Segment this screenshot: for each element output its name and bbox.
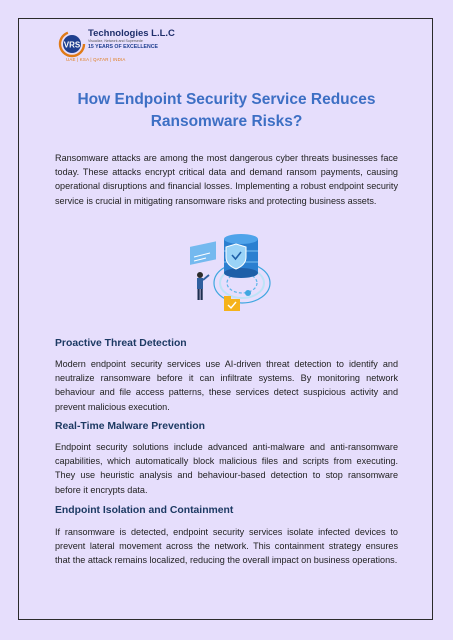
logo-tagline: Visualize, Network and Supersede: [88, 39, 143, 43]
logo-brand: Technologies L.L.C: [88, 28, 175, 39]
endpoint-security-illustration-icon: [180, 231, 280, 327]
heading-endpoint-isolation: Endpoint Isolation and Containment: [55, 505, 234, 516]
heading-real-time-malware-prevention: Real-Time Malware Prevention: [55, 421, 205, 432]
paragraph-proactive-threat-detection: Modern endpoint security services use AI-driven threat detection to identify and neutralize ransomware before it can infiltrate systems. By monitoring network behaviour and file access patterns, these services detect suspicious activity and prevent malicious execution.: [55, 359, 398, 412]
paragraph-real-time-malware-prevention: Endpoint security solutions include advanced anti-malware and anti-ransomware capabilities, which automatically block malicious files and scripts from executing. They use heuristic analysis and behaviour-based detection to stop ransomware before it encrypts data.: [55, 442, 398, 495]
heading-proactive-threat-detection: Proactive Threat Detection: [55, 338, 187, 349]
paragraph-endpoint-isolation: If ransomware is detected, endpoint security services isolate infected devices to prevent lateral movement across the network. This containment strategy ensures that the attack remains localized, reducing the overall impact on business operations.: [55, 527, 398, 566]
title-line-1: How Endpoint Security Service Reduces: [77, 91, 376, 108]
company-logo: [58, 28, 208, 66]
title-line-2: Ransomware Risks?: [150, 113, 303, 130]
svg-text:VRS: VRS: [63, 40, 81, 50]
page-title: [30, 89, 423, 133]
logo-years: 15 YEARS OF EXCELLENCE: [88, 44, 158, 50]
logo-countries: UAE | KSA | QATAR | INDIA: [66, 57, 126, 62]
vrs-logo-mark-icon: [58, 30, 86, 58]
intro-paragraph: Ransomware attacks are among the most dangerous cyber threats businesses face today. These attacks encrypt critical data and demand ransom payments, causing operational disruptions and financial losses. Implementing a robust endpoint security service is crucial in mitigating ransomware risks and protecting business assets.: [55, 153, 398, 206]
